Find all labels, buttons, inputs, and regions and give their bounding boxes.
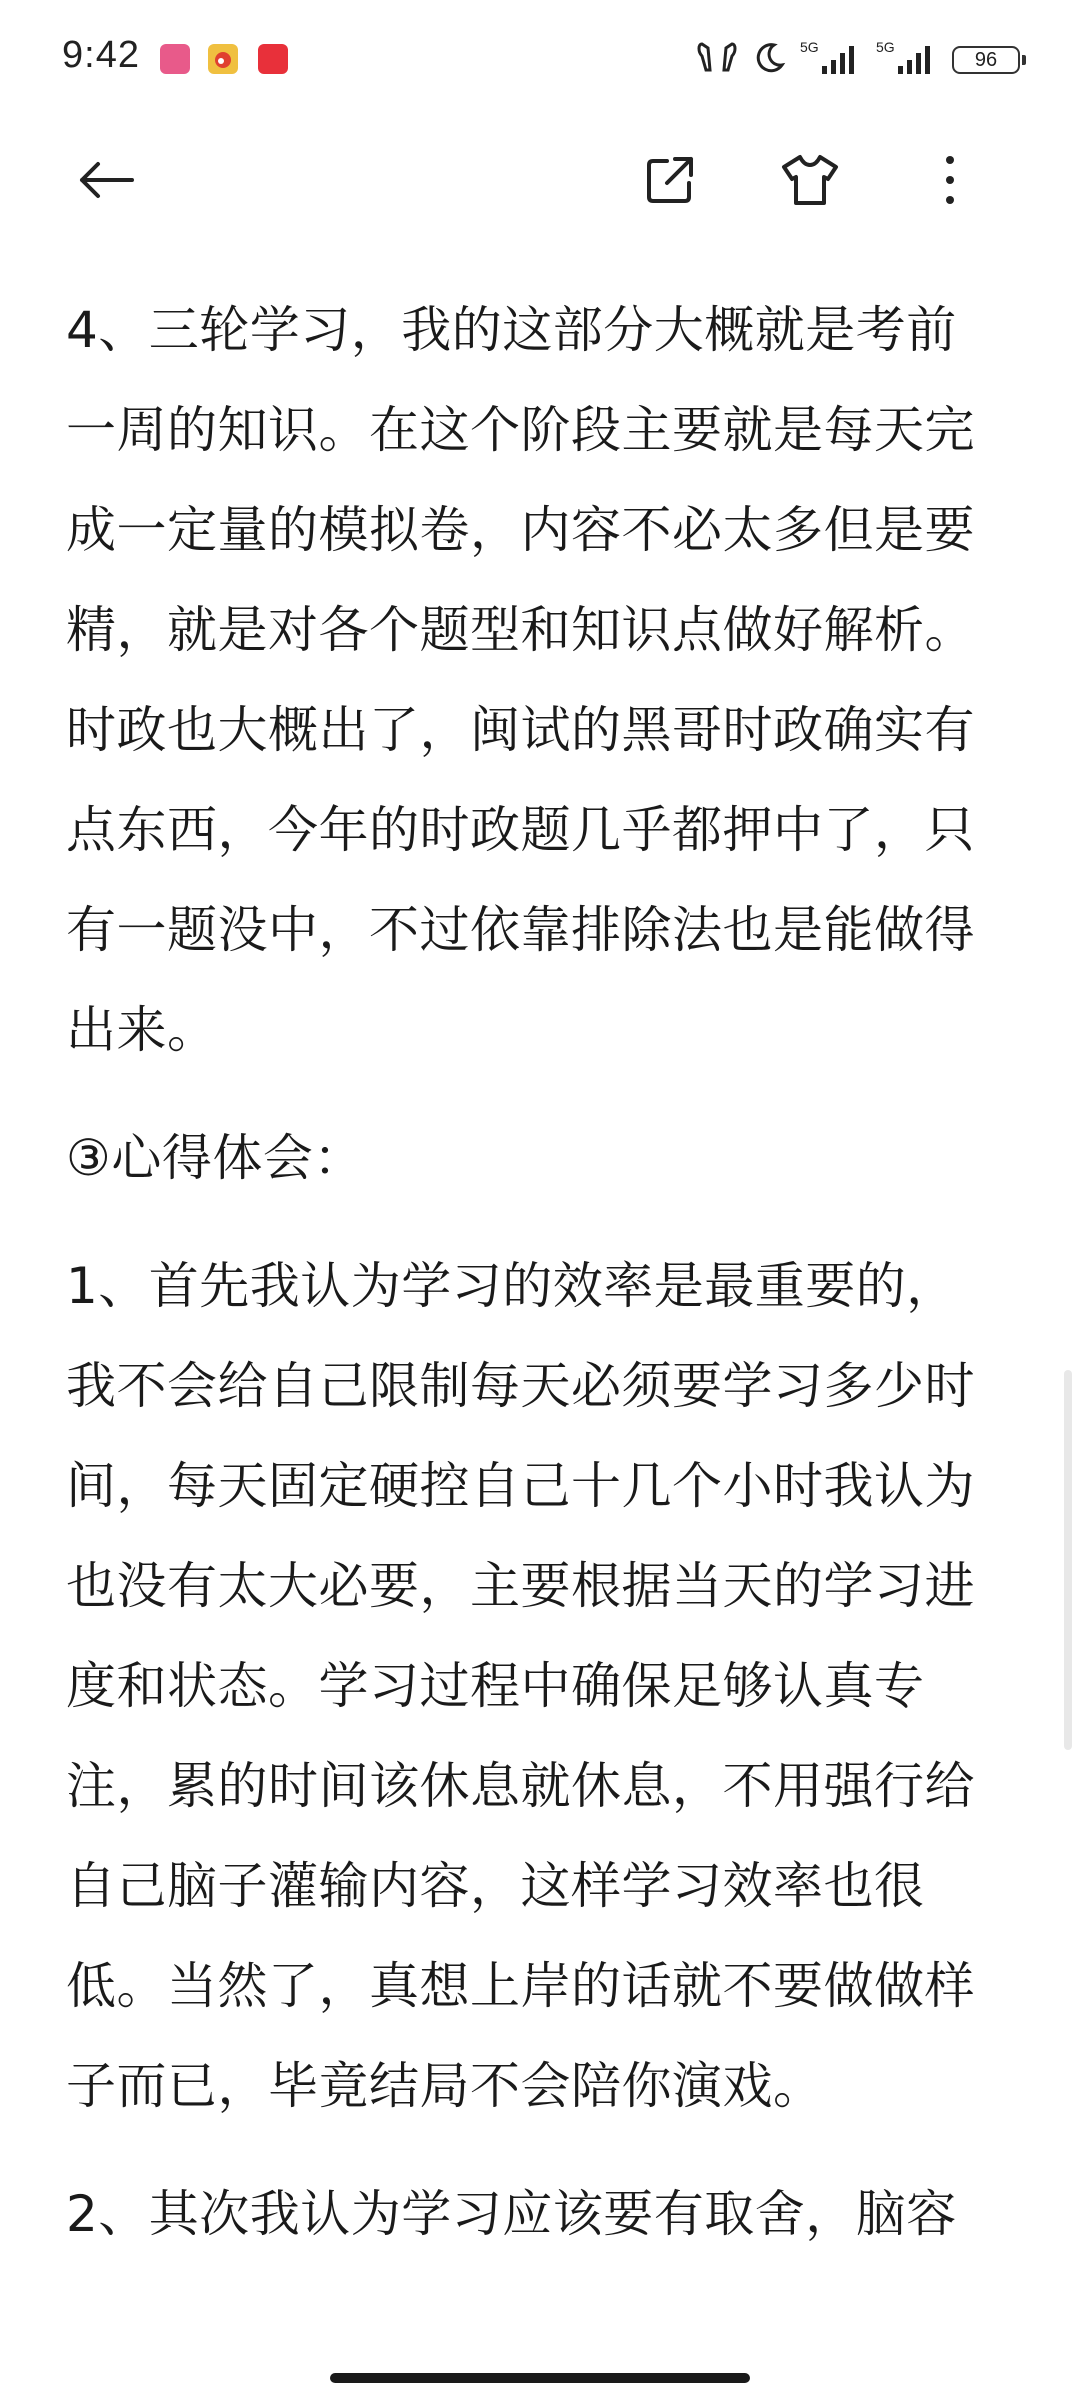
more-options-button[interactable]: [920, 152, 980, 212]
article-body: [66, 280, 1006, 2264]
home-indicator[interactable]: [330, 2373, 750, 2383]
network-label-2: 5G: [876, 39, 895, 55]
weibo-notification-icon: [208, 44, 238, 74]
back-button[interactable]: [76, 152, 136, 212]
status-time: 9:42: [62, 34, 140, 76]
signal-icon-2: [876, 38, 938, 82]
headphones-icon: [696, 40, 738, 80]
section-heading: ③心得体会：: [66, 1129, 364, 1187]
share-button[interactable]: [640, 152, 700, 212]
article-paragraph: 4、三轮学习，我的这部分大概就是考前一周的知识。在这个阶段主要就是每天完成一定量的模拟卷，内容不必太多但是要精，就是对各个题型和知识点做好解析。时政也大概出了，闽试的黑哥时政确实有点东西，今年的时政题几乎都押中了，只有一题没中，不过依靠排除法也是能做得出来。: [66, 301, 975, 1059]
app-notification-icon: [160, 44, 190, 74]
battery-indicator: [952, 46, 1020, 74]
network-label-1: 5G: [800, 39, 819, 55]
moon-icon: [752, 41, 786, 79]
status-indicators: [696, 38, 1020, 82]
share-icon: [643, 153, 697, 211]
more-vertical-icon: [940, 152, 960, 212]
status-bar: [0, 0, 1080, 120]
theme-button[interactable]: [780, 152, 840, 212]
scrollbar[interactable]: [1064, 1370, 1072, 1750]
battery-level: 96: [974, 48, 998, 71]
news-notification-icon: [258, 44, 288, 74]
article-paragraph: 1、首先我认为学习的效率是最重要的，我不会给自己限制每天必须要学习多少时间，每天固定硬控自己十几个小时我认为也没有太大必要，主要根据当天的学习进度和状态。学习过程中确保足够认真专注，累的时间该休息就休息，不用强行给自己脑子灌输内容，这样学习效率也很低。当然了，真想上岸的话就不要做做样子而已，毕竟结局不会陪你演戏。: [66, 1257, 975, 2115]
toolbar: [0, 130, 1080, 230]
theme-shirt-icon: [780, 153, 840, 211]
back-arrow-icon: [76, 160, 136, 204]
article-paragraph: 2、其次我认为学习应该要有取舍，脑容: [66, 2185, 957, 2243]
signal-icon-1: [800, 38, 862, 82]
